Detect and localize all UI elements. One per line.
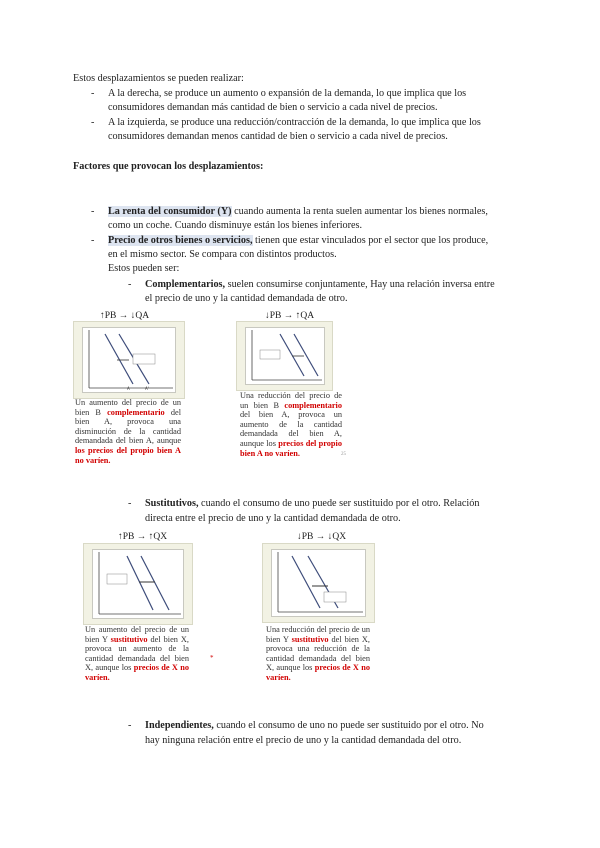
bullet-dash: -: [91, 206, 95, 217]
independientes-text: cuando el consumo de uno no puede ser sustituido por el otro. No: [213, 720, 484, 731]
sustitutivos-term: Sustitutivos,: [145, 498, 199, 509]
bullet-dash: -: [128, 720, 132, 731]
independientes-line1: [145, 719, 484, 732]
bullet-dash: -: [128, 279, 132, 290]
stray-mark: *: [210, 654, 214, 662]
bullet-left-line2: consumidores demandan menos cantidad de bien o servicio a cada nivel de precios.: [108, 131, 448, 142]
equation-sust-down: ↓PB → ↓QX: [297, 532, 347, 542]
precio-text: tienen que estar vinculados por el sector que los produce,: [252, 235, 489, 246]
independientes-line2: hay ninguna relación entre el precio de uno y la cantidad demandada del otro.: [145, 735, 462, 746]
figure-comp-up: [73, 321, 185, 399]
bullet-dash: -: [128, 498, 132, 509]
bullet-dash: -: [91, 117, 95, 128]
sustitutivos-line1: [145, 497, 479, 510]
equation-comp-up: ↑PB → ↓QA: [100, 311, 150, 321]
complementarios-line2: el precio de uno y la cantidad demandada de otro.: [145, 293, 348, 304]
precio-term: Precio de otros bienes o servicios,: [108, 235, 253, 246]
equation-comp-down: ↓PB → ↑QA: [265, 311, 315, 321]
plot-area: [271, 549, 366, 617]
plot-area: [92, 549, 184, 619]
sustitutivos-line2: directa entre el precio de uno y la cantidad demandada de otro.: [145, 513, 401, 524]
complementarios-text: suelen consumirse conjuntamente, Hay una relación inversa entre: [225, 279, 495, 290]
renta-line2: como un coche. Cuando disminuye están los bienes inferiores.: [108, 220, 363, 231]
section-heading: Factores que provocan los desplazamientos:: [73, 161, 264, 172]
caption-comp-down: Una reducción del precio de un bien B complementario del bien A, provoca un aumento de la cantidad demandada del bien A, aunque los precios del propio bien A no varíen.: [240, 391, 343, 458]
complementarios-line1: [145, 278, 495, 291]
page-mark: 25: [341, 452, 346, 457]
sustitutivos-text: cuando el consumo de uno puede ser sustituido por el otro. Relación: [198, 498, 480, 509]
axis-label-a2: A': [145, 386, 149, 391]
bullet-right-line2: consumidores demandan más cantidad de bien o servicio a cada nivel de precios.: [108, 102, 438, 113]
bullet-dash: -: [91, 88, 95, 99]
precio-line2: en el mismo sector. Se compara con distintos productos.: [108, 249, 337, 260]
axis-label-a1: A: [127, 386, 130, 391]
demand-shift-graph: [83, 328, 175, 392]
demand-shift-graph: [272, 550, 365, 616]
figure-comp-down: [236, 321, 333, 391]
plot-area: [245, 327, 325, 385]
caption-sust-up: Un aumento del precio de un bien Y sustitutivo del bien X, provoca un aumento de la cantidad demandada del bien X, aunque los precios de X no varíen.: [85, 625, 189, 682]
caption-sust-down: Una reducción del precio de un bien Y sustitutivo del bien X, provoca una reducción de la cantidad demandada del bien X, aunque los precios de X no varíen.: [266, 625, 371, 682]
renta-text: cuando aumenta la renta suelen aumentar los bienes normales,: [231, 206, 488, 217]
renta-term: La renta del consumidor (Y): [108, 206, 232, 217]
figure-sust-down: [262, 543, 375, 623]
bullet-right-line1: A la derecha, se produce un aumento o expansión de la demanda, lo que implica que los: [108, 88, 467, 99]
renta-line1: [108, 205, 488, 218]
figure-sust-up: [83, 543, 193, 625]
bullet-left-line1: A la izquierda, se produce una reducción/contracción de la demanda, lo que implica que los: [108, 117, 481, 128]
precio-line3: Estos pueden ser:: [108, 263, 180, 274]
plot-area: [82, 327, 176, 393]
demand-shift-graph: [246, 328, 324, 384]
demand-shift-graph: [93, 550, 183, 618]
independientes-term: Independientes,: [145, 720, 214, 731]
caption-comp-up: Un aumento del precio de un bien B complementario del bien A, provoca una disminución de la cantidad demandada del bien A, aunque los precios del propio bien A no varíen.: [75, 398, 181, 465]
bullet-dash: -: [91, 235, 95, 246]
equation-sust-up: ↑PB → ↑QX: [118, 532, 168, 542]
intro-text: Estos desplazamientos se pueden realizar:: [73, 73, 244, 84]
precio-line1: [108, 234, 488, 247]
complementarios-term: Complementarios,: [145, 279, 226, 290]
